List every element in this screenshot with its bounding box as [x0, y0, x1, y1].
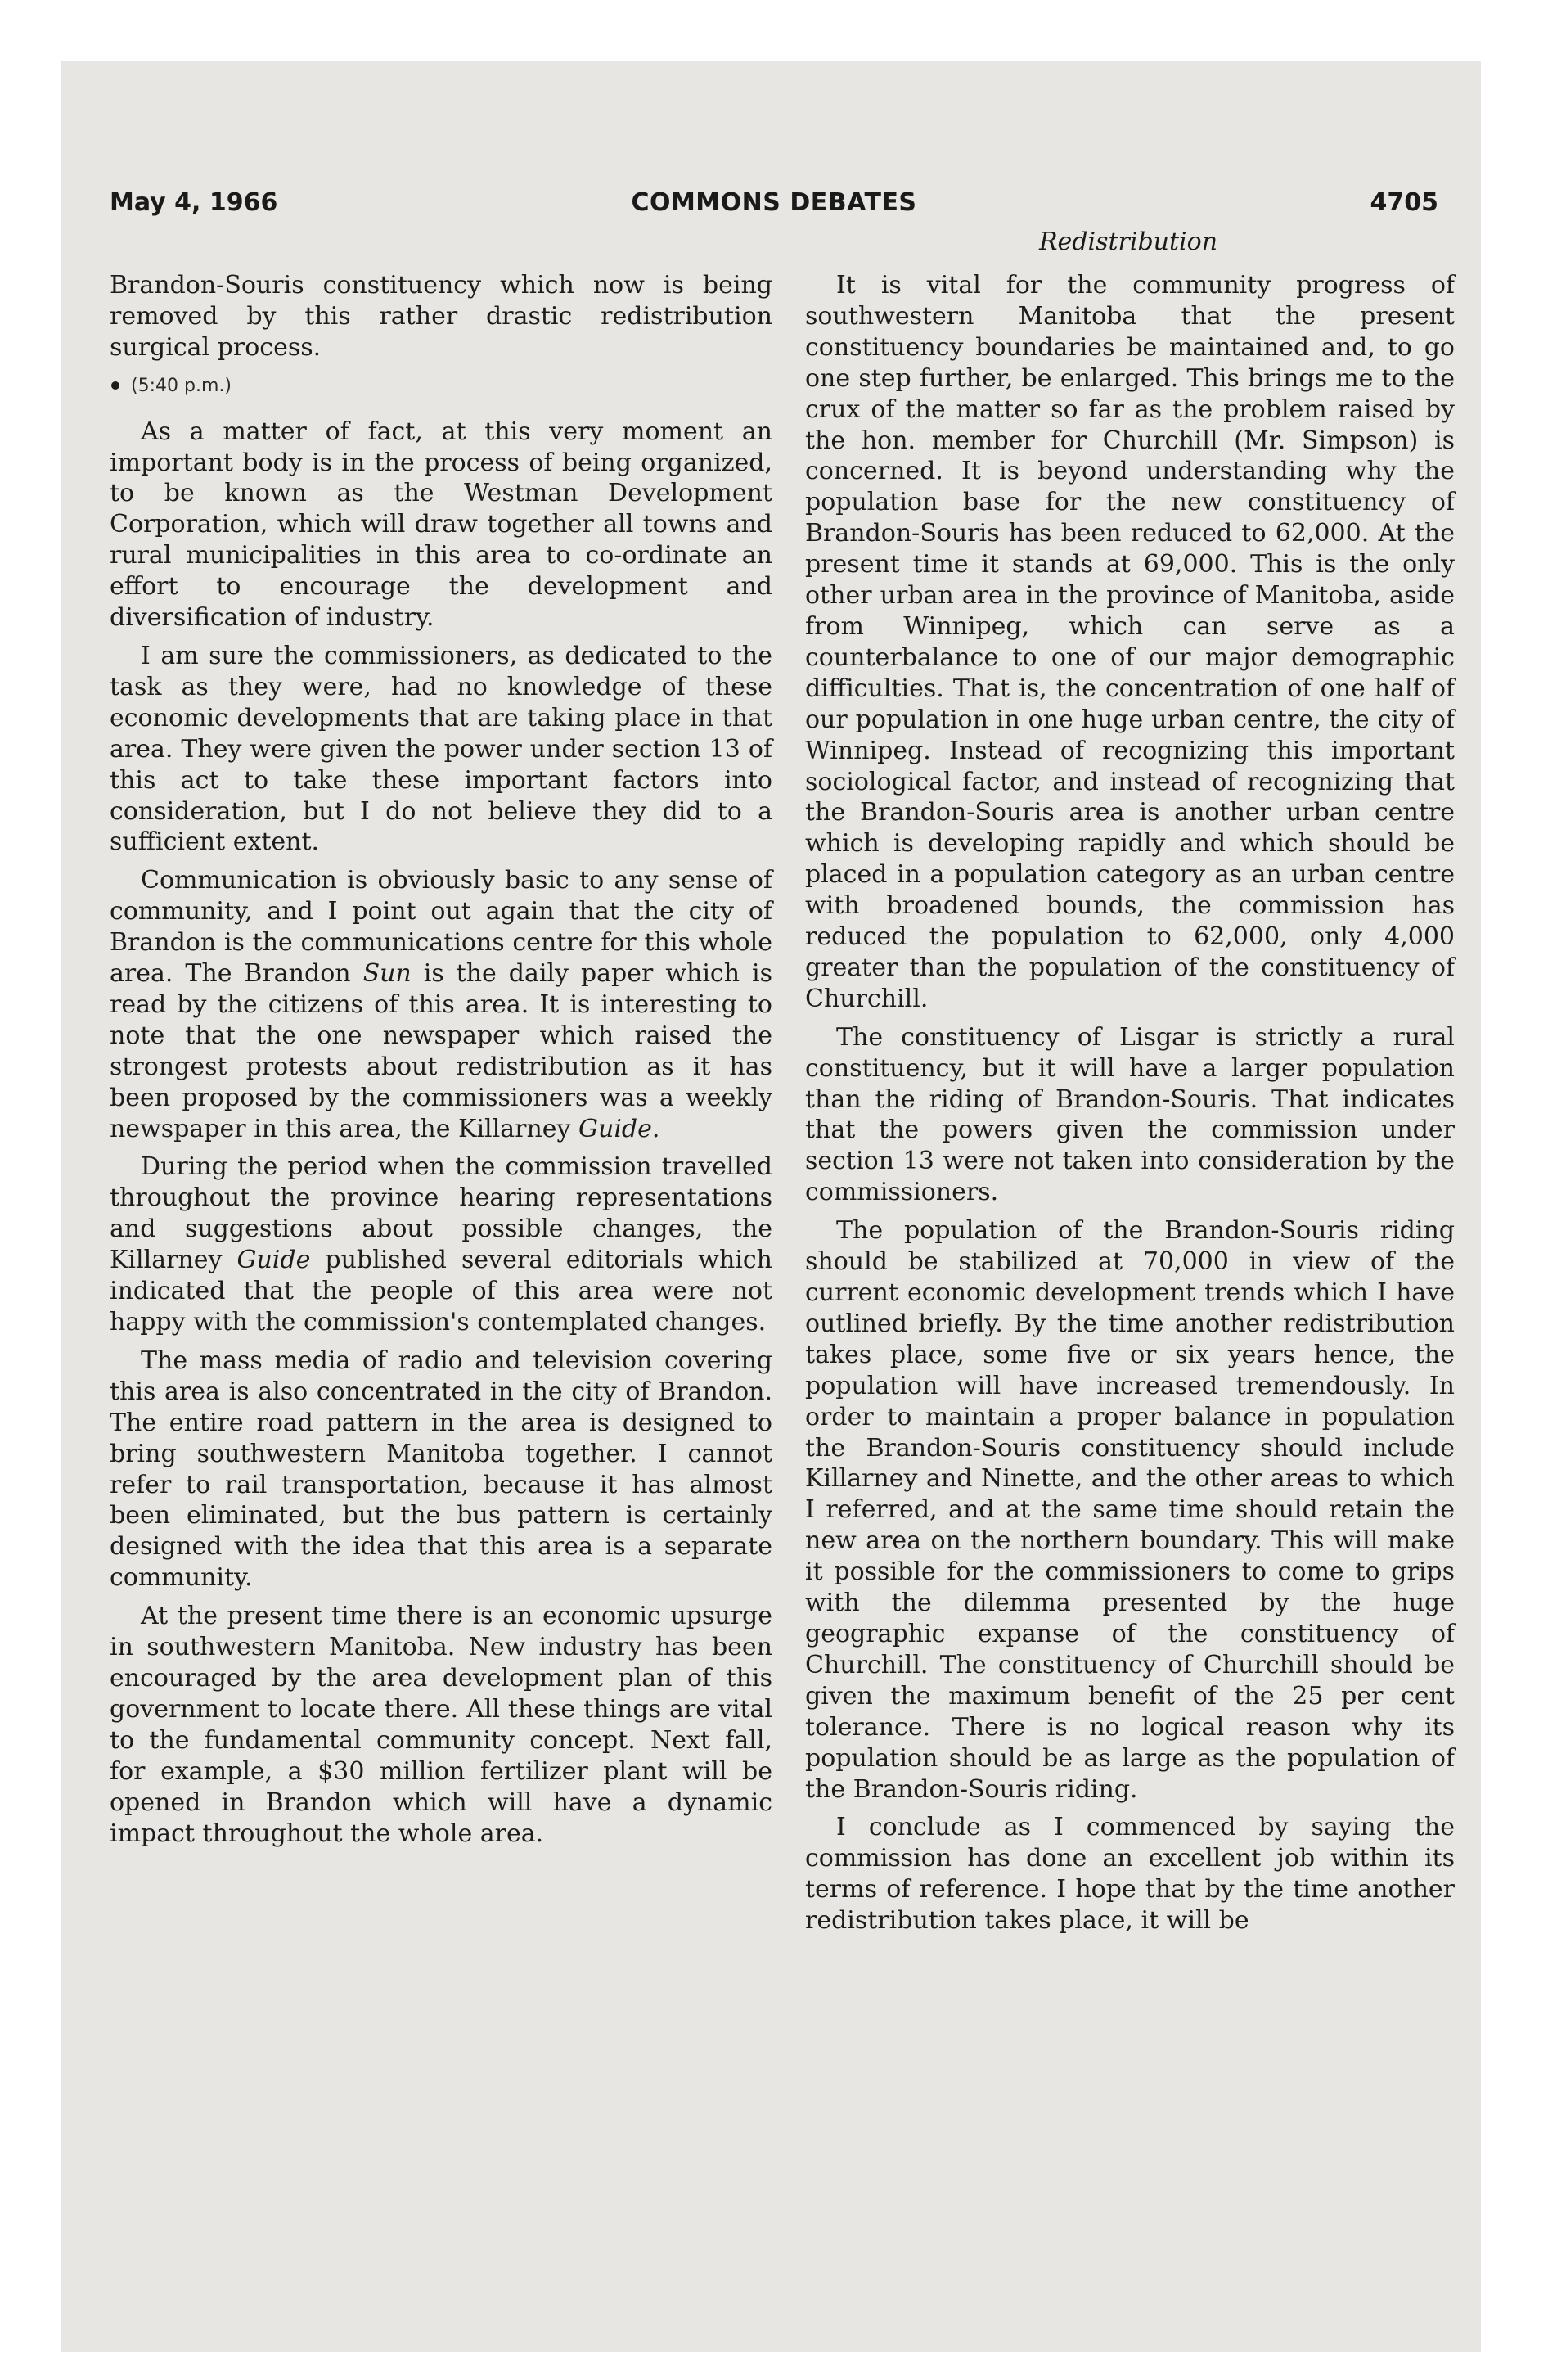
newspaper-name: Guide — [578, 1114, 652, 1143]
paragraph: I conclude as I commenced by saying the commission has done an excellent job within its terms of reference. I hope that by the time another redistribution takes place, it will be — [805, 1813, 1455, 1936]
text-run: is the daily paper which is read by the citizens of this area. It is interesting to note that the one newspaper which raised the strongest protests about redistribution as it has been proposed by the commissioners was a weekly newspaper in this area, the Killarney — [110, 959, 772, 1143]
bullet-icon — [111, 381, 119, 390]
paragraph: The mass media of radio and television covering this area is also concentrated in the city of Brandon. The entire road pattern in the area is designed to bring southwestern Manitoba together. I cannot refer to rail transportation, because it has almost been eliminated, but the bus pattern is certainly designed with the idea that this area is a separate community. — [110, 1346, 772, 1593]
left-column — [110, 270, 772, 1856]
paragraph: It is vital for the community progress of southwestern Manitoba that the present constituency boundaries be maintained and, to go one step further, be enlarged. This brings me to the crux of the matter so far as the problem raised by the hon. member for Churchill (Mr. Simpson) is concerned. It is beyond understanding why the population base for the new constituency of Brandon-Souris has been reduced to 62,000. At the present time it stands at 69,000. This is the only other urban area in the province of Manitoba, aside from Winnipeg, which can serve as a counterbalance to one of our major demographic difficulties. That is, the concentration of one half of our population in one huge urban centre, the city of Winnipeg. Instead of recognizing this important sociological factor, and instead of recognizing that the Brandon-Souris area is another urban centre which is developing rapidly and which should be placed in a population category as an urban centre with broadened bounds, the commission has reduced the population to 62,000, only 4,000 greater than the population of the constituency of Churchill. — [805, 271, 1455, 1013]
paragraph: I am sure the commissioners, as dedicated to the task as they were, had no knowledge of these economic developments that are taking place in that area. They were given the power under section 13 of this act to take these important factors into consideration, but I do not believe they did to a sufficient extent. — [110, 641, 772, 857]
text-run: published several editorials which indicated that the people of this area were not happy with the commission's contemplated changes. — [110, 1246, 772, 1336]
page-header — [110, 188, 1438, 224]
paragraph: The constituency of Lisgar is strictly a rural constituency, but it will have a larger population than the riding of Brandon-Souris. That indicates that the powers given the commission under section 13 were not taken into consideration by the commissioners. — [805, 1022, 1455, 1207]
text-run: During the period when the commission travelled throughout the province hearing representations and suggestions about possible changes, the Killarney — [110, 1152, 772, 1275]
newspaper-name: Guide — [236, 1246, 311, 1275]
paragraph: The population of the Brandon-Souris riding should be stabilized at 70,000 in view of the current economic development trends which I have outlined briefly. By the time another redistribution takes place, some five or six years hence, the population will have increased tremendously. In order to maintain a proper balance in population the Brandon-Souris constituency should include Killarney and Ninette, and the other areas to which I referred, and at the same time should retain the new area on the northern boundary. This will make it possible for the commissioners to come to grips with the dilemma presented by the huge geographic expanse of the constituency of Churchill. The constituency of Churchill should be given the maximum benefit of the 25 per cent tolerance. There is no logical reason why its population should be as large as the population of the Brandon-Souris riding. — [805, 1216, 1455, 1804]
header-page-number: 4705 — [1370, 188, 1438, 217]
paragraph: As a matter of fact, at this very moment an important body is in the process of being organized, to be known as the Westman Development Corporation, which will draw together all towns and rural municipalities in this area to co-ordinate an effort to encourage the development and diversification of industry. — [110, 417, 772, 633]
paragraph — [110, 865, 772, 1144]
newspaper-name: Sun — [362, 959, 412, 989]
timestamp — [110, 371, 772, 402]
header-date: May 4, 1966 — [110, 188, 278, 217]
header-title: COMMONS DEBATES — [631, 188, 917, 217]
text-run: Communication is obviously basic to any sense of community, and I point out again that the city of Brandon is the communications centre for this whole area. The Brandon — [110, 866, 772, 989]
text-run: . — [651, 1114, 660, 1143]
paragraph: At the present time there is an economic upsurge in southwestern Manitoba. New industry has been encouraged by the area development plan of this government to locate there. All these things are vital to the fundamental community concept. Next fall, for example, a $30 million fertilizer plant will be opened in Brandon which will have a dynamic impact throughout the whole area. — [110, 1602, 772, 1848]
paragraph: Brandon-Souris constituency which now is being removed by this rather drastic redistribution surgical process. — [110, 271, 772, 362]
paragraph — [110, 1152, 772, 1337]
subject-heading: Redistribution — [1038, 228, 1218, 256]
right-column — [805, 270, 1455, 1944]
timestamp-text: (5:40 p.m.) — [131, 375, 232, 396]
